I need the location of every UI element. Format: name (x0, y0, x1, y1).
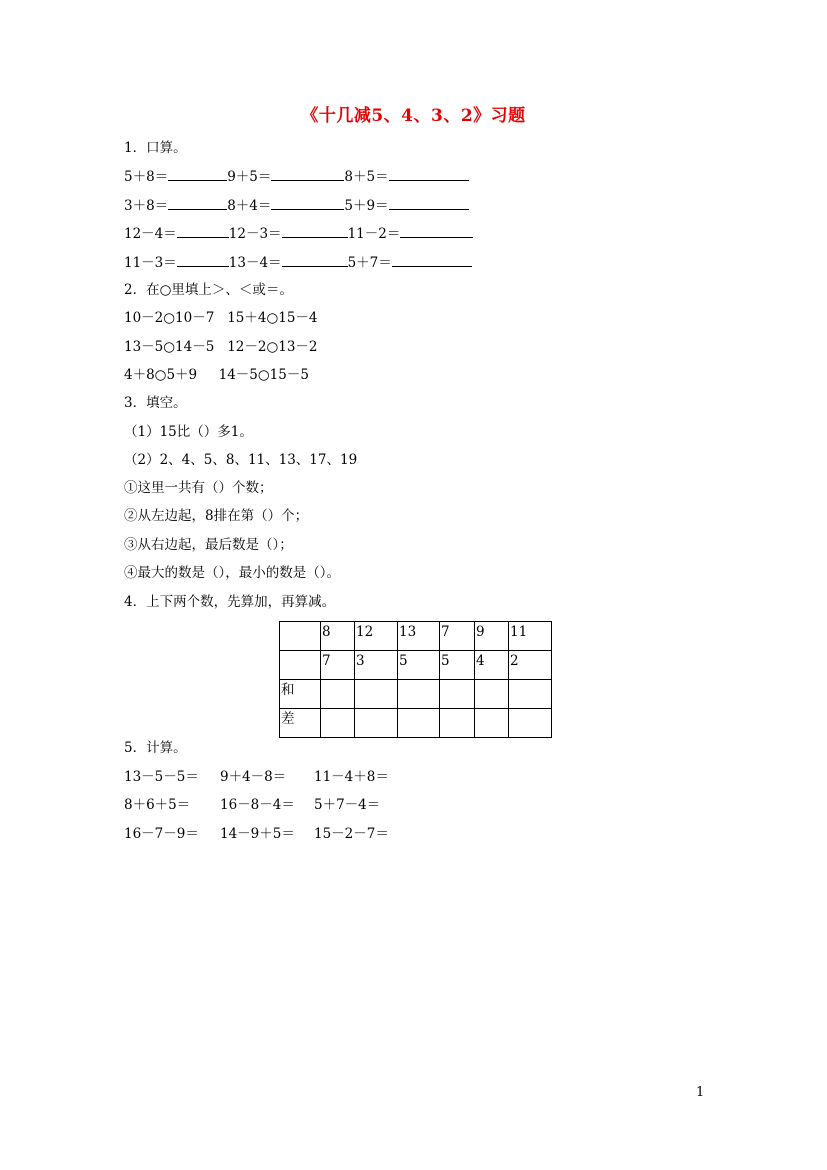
table-cell: 9 (475, 622, 509, 651)
oral-item: 11－2＝ (347, 226, 401, 242)
oral-row-2 (124, 196, 469, 216)
table-cell: 5 (440, 651, 475, 680)
oral-item: 11－3＝ (124, 255, 177, 271)
calc-row-1 (124, 767, 389, 787)
compare-item: 10－2○10－7 (124, 310, 215, 326)
table-cell: 3 (355, 651, 398, 680)
table-cell: 12 (355, 622, 398, 651)
table-row-difference (280, 709, 552, 738)
compare-row-3 (124, 365, 309, 385)
answer-cell[interactable] (321, 709, 355, 738)
answer-blank[interactable] (282, 253, 348, 267)
table-cell: 2 (509, 651, 552, 680)
answer-cell[interactable] (355, 680, 398, 709)
compare-row-2 (124, 337, 318, 357)
oral-item: 13－4＝ (228, 255, 282, 271)
answer-cell[interactable] (398, 709, 440, 738)
fill-line: ①这里一共有（）个数； (124, 480, 273, 496)
oral-item: 5＋9＝ (344, 198, 389, 214)
sum-difference-table (279, 621, 552, 738)
table-cell: 4 (475, 651, 509, 680)
calc-item: 5＋7－4＝ (314, 797, 381, 813)
compare-item: 13－5○14－5 (124, 339, 215, 355)
section-1-heading: 1．口算。 (124, 140, 187, 156)
sum-label: 和 (280, 680, 321, 709)
calc-item: 16－8－4＝ (220, 797, 295, 813)
table-cell: 13 (398, 622, 440, 651)
compare-item: 15＋4○15－4 (227, 310, 318, 326)
oral-item: 12－4＝ (124, 226, 177, 242)
section-3-heading: 3．填空。 (124, 395, 187, 411)
page-number: 1 (696, 1085, 705, 1100)
oral-row-3 (124, 224, 473, 244)
answer-blank[interactable] (282, 224, 348, 238)
answer-blank[interactable] (177, 224, 229, 238)
oral-row-4 (124, 253, 472, 273)
oral-item: 5＋7＝ (347, 255, 392, 271)
page-title: 《十几减5、4、3、2》习题 (301, 106, 526, 126)
table-cell: 11 (509, 622, 552, 651)
answer-blank[interactable] (392, 253, 472, 267)
answer-blank[interactable] (168, 196, 227, 210)
answer-cell[interactable] (475, 709, 509, 738)
table-cell: 7 (321, 651, 355, 680)
oral-row-1 (124, 167, 469, 187)
fill-line: ③从右边起，最后数是（）； (124, 537, 293, 553)
table-cell (280, 651, 321, 680)
calc-item: 15－2－7＝ (314, 826, 389, 842)
calc-row-3 (124, 824, 389, 844)
answer-cell[interactable] (509, 680, 552, 709)
compare-item: 14－5○15－5 (218, 367, 309, 383)
oral-item: 3＋8＝ (124, 198, 169, 214)
answer-blank[interactable] (389, 167, 469, 181)
table-row (280, 651, 552, 680)
fill-line: ④最大的数是（），最小的数是（）。 (124, 565, 340, 581)
fill-line: （1）15比（）多1。 (124, 424, 253, 440)
table-cell: 5 (398, 651, 440, 680)
calc-item: 14－9＋5＝ (220, 826, 295, 842)
section-2-heading: 2．在○里填上＞、＜或＝。 (124, 282, 293, 298)
oral-item: 5＋8＝ (124, 169, 169, 185)
answer-blank[interactable] (168, 167, 227, 181)
section-5-heading: 5．计算。 (124, 740, 187, 756)
compare-row-1 (124, 308, 318, 328)
section-4-heading: 4．上下两个数，先算加，再算减。 (124, 594, 336, 610)
fill-line: ②从左边起，8排在第（）个； (124, 508, 309, 524)
calc-item: 16－7－9＝ (124, 826, 199, 842)
answer-cell[interactable] (355, 709, 398, 738)
oral-item: 9＋5＝ (227, 169, 272, 185)
answer-cell[interactable] (509, 709, 552, 738)
calc-item: 8＋6＋5＝ (124, 797, 191, 813)
table-cell: 7 (440, 622, 475, 651)
answer-cell[interactable] (475, 680, 509, 709)
table-row (280, 622, 552, 651)
answer-cell[interactable] (398, 680, 440, 709)
table-cell: 8 (321, 622, 355, 651)
answer-cell[interactable] (440, 709, 475, 738)
answer-blank[interactable] (400, 224, 473, 238)
answer-blank[interactable] (271, 196, 344, 210)
calc-item: 9＋4－8＝ (220, 769, 287, 785)
answer-blank[interactable] (389, 196, 469, 210)
oral-item: 8＋4＝ (227, 198, 272, 214)
table-row-sum (280, 680, 552, 709)
answer-blank[interactable] (271, 167, 344, 181)
oral-item: 8＋5＝ (344, 169, 389, 185)
calc-row-2 (124, 795, 380, 815)
answer-cell[interactable] (440, 680, 475, 709)
table-cell (280, 622, 321, 651)
oral-item: 12－3＝ (228, 226, 282, 242)
fill-line: （2）2、4、5、8、11、13、17、19 (124, 452, 358, 468)
compare-item: 12－2○13－2 (227, 339, 318, 355)
difference-label: 差 (280, 709, 321, 738)
answer-cell[interactable] (321, 680, 355, 709)
calc-item: 11－4＋8＝ (314, 769, 389, 785)
compare-item: 4＋8○5＋9 (124, 367, 198, 383)
answer-blank[interactable] (177, 253, 229, 267)
calc-item: 13－5－5＝ (124, 769, 199, 785)
